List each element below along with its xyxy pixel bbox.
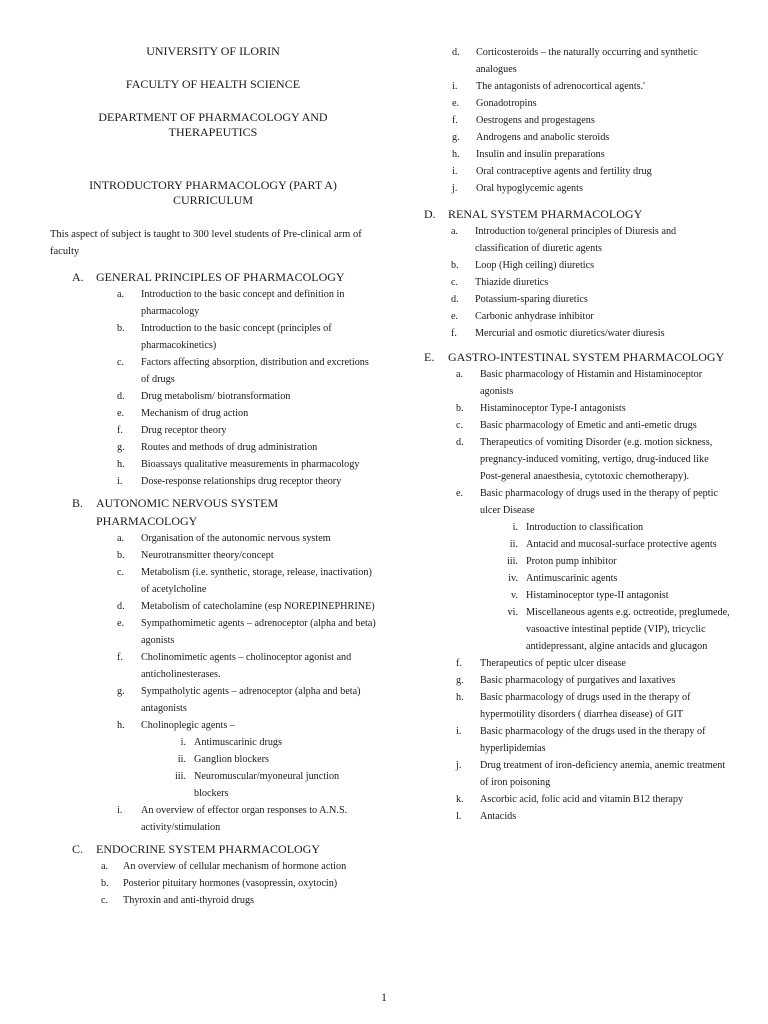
right-column	[424, 44, 730, 825]
item-marker: c.	[117, 357, 125, 368]
item-text: Miscellaneous agents e.g. octreotide, preglumede, vasoactive intestinal peptide (VIP), tricyclic antidepressant, algine antacids and glucagon	[526, 607, 730, 652]
list-item	[117, 405, 376, 422]
department-line-1: DEPARTMENT OF PHARMACOLOGY AND	[98, 110, 328, 124]
section-b-list-continued	[117, 802, 376, 836]
sub-list-item	[484, 519, 730, 536]
item-text: Oral hypoglycemic agents	[476, 183, 583, 194]
item-text: Cholinoplegic agents –	[141, 720, 235, 731]
item-text: Basic pharmacology of drugs used in the therapy of peptic ulcer Disease	[480, 488, 718, 516]
item-marker: a.	[456, 369, 464, 380]
list-item	[456, 672, 730, 689]
item-marker: d.	[117, 391, 125, 402]
item-marker: d.	[117, 601, 125, 612]
item-text: Drug metabolism/ biotransformation	[141, 391, 291, 402]
item-marker: f.	[117, 652, 123, 663]
list-item	[456, 723, 730, 757]
item-marker: c.	[101, 895, 109, 906]
list-item	[451, 223, 730, 257]
item-marker: h.	[452, 149, 460, 160]
item-marker: g.	[452, 132, 460, 143]
item-text: Cholinomimetic agents – cholinoceptor agonist and anticholinesterases.	[141, 652, 352, 680]
item-marker: iii.	[174, 771, 186, 782]
list-item	[117, 683, 376, 717]
section-b-sublist	[162, 734, 376, 802]
list-item	[117, 439, 376, 456]
item-marker: i.	[117, 805, 123, 816]
sub-list-item	[484, 604, 730, 655]
page-number: 1	[381, 990, 387, 1004]
list-item	[456, 655, 730, 672]
item-marker: b.	[456, 403, 464, 414]
list-item	[117, 530, 376, 547]
item-marker: e.	[117, 618, 125, 629]
course-title-line-2: CURRICULUM	[172, 193, 253, 207]
list-item	[451, 291, 730, 308]
item-marker: c.	[117, 567, 125, 578]
item-text: Proton pump inhibitor	[526, 556, 617, 567]
section-title: RENAL SYSTEM PHARMACOLOGY	[448, 207, 643, 221]
list-item	[452, 44, 730, 78]
item-text: Basic pharmacology of the drugs used in the therapy of hyperlipidemias	[480, 726, 706, 754]
item-text: Carbonic anhydrase inhibitor	[475, 311, 594, 322]
item-text: Basic pharmacology of Histamin and Histaminoceptor agonists	[480, 369, 703, 397]
item-text: Androgens and anabolic steroids	[476, 132, 610, 143]
list-item	[452, 129, 730, 146]
list-item	[101, 875, 376, 892]
item-text: Posterior pituitary hormones (vasopressin, oxytocin)	[123, 878, 338, 889]
section-letter: E.	[424, 350, 435, 364]
item-text: Introduction to/general principles of Diuresis and classification of diuretic agents	[475, 226, 677, 254]
section-c-list	[101, 858, 376, 909]
item-text: Insulin and insulin preparations	[476, 149, 605, 160]
item-marker: j.	[452, 183, 458, 194]
list-item	[456, 400, 730, 417]
item-marker: c.	[451, 277, 459, 288]
item-text: Basic pharmacology of purgatives and laxatives	[480, 675, 676, 686]
item-text: Introduction to the basic concept (principles of pharmacokinetics)	[141, 323, 332, 351]
item-marker: e.	[451, 311, 459, 322]
item-marker: e.	[456, 488, 464, 499]
item-marker: v.	[511, 590, 518, 601]
list-item	[117, 473, 376, 490]
department-name	[50, 110, 376, 140]
item-marker: h.	[117, 720, 125, 731]
list-item	[456, 757, 730, 791]
item-text: Antimuscarinic drugs	[194, 737, 282, 748]
list-item	[101, 858, 376, 875]
list-item	[117, 649, 376, 683]
item-marker: i.	[512, 522, 518, 533]
list-item	[451, 274, 730, 291]
section-title: ENDOCRINE SYSTEM PHARMACOLOGY	[96, 842, 321, 856]
item-marker: d.	[452, 47, 460, 58]
item-text: Drug treatment of iron-deficiency anemia, anemic treatment of iron poisoning	[480, 760, 726, 788]
item-text: Gonadotropins	[476, 98, 537, 109]
item-text: Organisation of the autonomic nervous system	[141, 533, 331, 544]
list-item	[117, 286, 376, 320]
item-text: Histaminoceptor type-II antagonist	[526, 590, 669, 601]
department-line-2: THERAPEUTICS	[168, 125, 258, 139]
item-marker: d.	[456, 437, 464, 448]
item-marker: d.	[451, 294, 459, 305]
list-item	[117, 388, 376, 405]
item-marker: c.	[456, 420, 464, 431]
item-marker: i.	[456, 726, 462, 737]
item-text: Corticosteroids – the naturally occurring and synthetic analogues	[476, 47, 698, 75]
list-item	[451, 308, 730, 325]
item-text: The antagonists of adrenocortical agents.'	[476, 81, 646, 92]
item-marker: ii.	[177, 754, 186, 765]
list-item	[117, 456, 376, 473]
section-e	[424, 348, 730, 825]
item-text: Thyroxin and anti-thyroid drugs	[123, 895, 254, 906]
section-b-list	[117, 530, 376, 734]
item-text: Mechanism of drug action	[141, 408, 249, 419]
section-b	[72, 494, 376, 836]
item-text: Metabolism (i.e. synthetic, storage, release, inactivation) of acetylcholine	[141, 567, 372, 595]
section-c	[72, 840, 376, 909]
section-letter: D.	[424, 207, 436, 221]
list-item	[117, 717, 376, 734]
item-text: Neuromuscular/myoneural junction blockers	[194, 771, 340, 799]
list-item	[456, 485, 730, 519]
item-text: Drug receptor theory	[141, 425, 227, 436]
section-e-list-continued	[456, 655, 730, 825]
list-item	[117, 320, 376, 354]
item-text: Metabolism of catecholamine (esp NOREPINEPHRINE)	[141, 601, 375, 612]
list-item	[451, 325, 730, 342]
item-text: Introduction to classification	[526, 522, 644, 533]
item-text: Antimuscarinic agents	[526, 573, 618, 584]
item-text: An overview of effector organ responses to A.N.S. activity/stimulation	[141, 805, 348, 833]
item-marker: i.	[117, 476, 123, 487]
item-marker: j.	[456, 760, 462, 771]
item-marker: b.	[101, 878, 109, 889]
item-marker: a.	[117, 533, 125, 544]
item-text: Potassium-sparing diuretics	[475, 294, 588, 305]
section-a-heading	[72, 268, 376, 286]
item-marker: f.	[456, 658, 462, 669]
section-b-heading	[72, 494, 376, 530]
item-text: Ascorbic acid, folic acid and vitamin B12 therapy	[480, 794, 684, 805]
item-text: Oral contraceptive agents and fertility drug	[476, 166, 652, 177]
list-item	[117, 802, 376, 836]
item-text: Therapeutics of peptic ulcer disease	[480, 658, 626, 669]
item-marker: f.	[117, 425, 123, 436]
list-item	[101, 892, 376, 909]
item-text: Routes and methods of drug administration	[141, 442, 318, 453]
item-text: Sympatholytic agents – adrenoceptor (alpha and beta) antagonists	[141, 686, 361, 714]
section-a-list	[117, 286, 376, 490]
item-marker: vi.	[507, 607, 518, 618]
item-marker: b.	[117, 550, 125, 561]
item-marker: ii.	[509, 539, 518, 550]
sub-list-item	[484, 536, 730, 553]
item-text: Histaminoceptor Type-I antagonists	[480, 403, 626, 414]
item-marker: f.	[451, 328, 457, 339]
item-marker: a.	[451, 226, 459, 237]
sub-list-item	[484, 587, 730, 604]
item-marker: h.	[117, 459, 125, 470]
list-item	[456, 434, 730, 485]
section-d-list	[451, 223, 730, 342]
item-marker: iii.	[506, 556, 518, 567]
item-marker: e.	[117, 408, 125, 419]
section-title: GENERAL PRINCIPLES OF PHARMACOLOGY	[96, 270, 345, 284]
list-item	[452, 95, 730, 112]
list-item	[117, 615, 376, 649]
item-text: An overview of cellular mechanism of hormone action	[123, 861, 347, 872]
item-text: Factors affecting absorption, distribution and excretions of drugs	[141, 357, 369, 385]
item-marker: l.	[456, 811, 462, 822]
list-item	[456, 366, 730, 400]
section-letter: C.	[72, 842, 84, 856]
list-item	[452, 163, 730, 180]
item-marker: iv.	[508, 573, 518, 584]
item-marker: b.	[117, 323, 125, 334]
item-text: Antacid and mucosal-surface protective agents	[526, 539, 717, 550]
list-item	[117, 547, 376, 564]
item-text: Neurotransmitter theory/concept	[141, 550, 274, 561]
item-marker: g.	[117, 686, 125, 697]
item-text: Dose-response relationships drug receptor theory	[141, 476, 342, 487]
item-marker: g.	[117, 442, 125, 453]
faculty-name: FACULTY OF HEALTH SCIENCE	[125, 77, 301, 91]
course-title	[50, 178, 376, 208]
section-e-heading	[424, 348, 730, 366]
section-letter: A.	[72, 270, 84, 284]
item-text: Antacids	[480, 811, 517, 822]
list-item	[456, 808, 730, 825]
section-title: AUTONOMIC NERVOUS SYSTEM PHARMACOLOGY	[96, 496, 279, 528]
list-item	[117, 422, 376, 439]
item-text: Loop (High ceiling) diuretics	[475, 260, 595, 271]
list-item	[452, 180, 730, 197]
item-marker: a.	[101, 861, 109, 872]
section-c-list-continued	[452, 44, 730, 197]
item-text: Ganglion blockers	[194, 754, 269, 765]
left-column	[50, 44, 376, 909]
sub-list-item	[162, 751, 376, 768]
sub-list-item	[484, 570, 730, 587]
item-text: Mercurial and osmotic diuretics/water diuresis	[475, 328, 665, 339]
item-text: Sympathomimetic agents – adrenoceptor (alpha and beta) agonists	[141, 618, 376, 646]
list-item	[456, 791, 730, 808]
list-item	[456, 689, 730, 723]
item-text: Basic pharmacology of drugs used in the therapy of hypermotility disorders ( diarrhea disease) of GIT	[480, 692, 691, 720]
item-marker: e.	[452, 98, 460, 109]
section-e-sublist	[484, 519, 730, 655]
item-text: Introduction to the basic concept and definition in pharmacology	[141, 289, 345, 317]
section-d	[424, 205, 730, 342]
item-marker: f.	[452, 115, 458, 126]
item-marker: h.	[456, 692, 464, 703]
item-marker: i.	[452, 81, 458, 92]
section-a	[72, 268, 376, 490]
item-text: Basic pharmacology of Emetic and anti-emetic drugs	[480, 420, 697, 431]
course-title-line-1: INTRODUCTORY PHARMACOLOGY (PART A)	[89, 178, 337, 192]
item-text: Bioassays qualitative measurements in pharmacology	[141, 459, 360, 470]
list-item	[452, 146, 730, 163]
list-item	[456, 417, 730, 434]
item-marker: i.	[452, 166, 458, 177]
list-item	[452, 78, 730, 95]
item-text: Oestrogens and progestagens	[476, 115, 595, 126]
section-title: GASTRO-INTESTINAL SYSTEM PHARMACOLOGY	[448, 350, 725, 364]
item-text: Therapeutics of vomiting Disorder (e.g. motion sickness, pregnancy-induced vomiting, vertigo, drug-induced like Post-general anaesthesia, cytotoxic chemotherapy).	[480, 437, 713, 482]
section-d-heading	[424, 205, 730, 223]
sub-list-item	[162, 734, 376, 751]
section-letter: B.	[72, 496, 84, 510]
item-marker: a.	[117, 289, 125, 300]
section-c-heading	[72, 840, 376, 858]
item-marker: k.	[456, 794, 464, 805]
list-item	[117, 354, 376, 388]
sub-list-item	[484, 553, 730, 570]
item-text: Thiazide diuretics	[475, 277, 549, 288]
list-item	[117, 564, 376, 598]
intro-paragraph: This aspect of subject is taught to 300 level students of Pre-clinical arm of faculty	[50, 229, 362, 257]
list-item	[117, 598, 376, 615]
item-marker: b.	[451, 260, 459, 271]
sub-list-item	[162, 768, 376, 802]
university-name: UNIVERSITY OF ILORIN	[146, 44, 280, 58]
list-item	[452, 112, 730, 129]
list-item	[451, 257, 730, 274]
item-marker: g.	[456, 675, 464, 686]
section-e-list	[456, 366, 730, 519]
item-marker: i.	[180, 737, 186, 748]
